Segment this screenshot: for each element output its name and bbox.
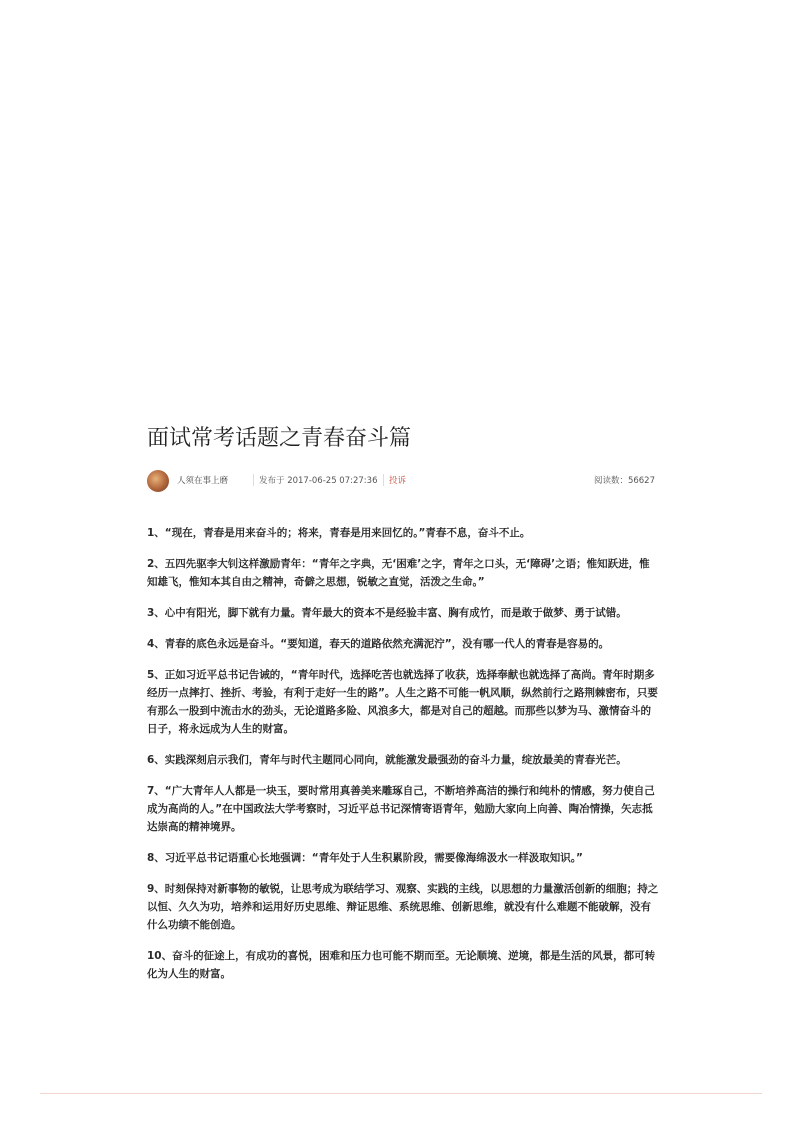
publish-date: 发布于 2017-06-25 07:27:36 xyxy=(259,476,378,486)
paragraph: 9、时刻保持对新事物的敏锐，让思考成为联结学习、观察、实践的主线，以思想的力量激活创新的细胞；持之以恒、久久为功，培养和运用好历史思维、辩证思维、系统思维、创新思维，就没有什么难题不能破解，没有什么功绩不能创造。 xyxy=(147,883,659,931)
author-name[interactable]: 人须在事上磨 xyxy=(177,476,229,486)
meta-divider xyxy=(383,474,384,486)
meta-divider xyxy=(253,474,254,486)
paragraph: 2、五四先驱李大钊这样激励青年：“青年之字典，无‘困难’之字，青年之口头，无‘障碍’之语；惟知跃进，惟知雄飞，惟知本其自由之精神，奇僻之思想，锐敏之直觉，活泼之生命。” xyxy=(147,558,650,588)
paragraph: 7、“广大青年人人都是一块玉，要时常用真善美来雕琢自己，不断培养高洁的操行和纯朴的情感，努力使自己成为高尚的人。”在中国政法大学考察时，习近平总书记深情寄语青年，勉励大家向上向善、陶冶情操，矢志抵达崇高的精神境界。 xyxy=(147,785,655,833)
article-meta xyxy=(147,470,660,496)
footer-divider xyxy=(40,1093,762,1094)
report-link[interactable]: 投诉 xyxy=(389,476,407,486)
read-count: 阅读数：56627 xyxy=(593,476,655,486)
paragraph: 5、正如习近平总书记告诫的，“青年时代，选择吃苦也就选择了收获，选择奉献也就选择了高尚。青年时期多经历一点摔打、挫折、考验，有利于走好一生的路”。人生之路不可能一帆风顺，纵然前行之路荆棘密布，只要有那么一股到中流击水的劲头，无论道路多险、风浪多大，都是对自己的超越。而那些以梦为马、激情奋斗的日子，将永远成为人生的财富。 xyxy=(147,669,658,735)
paragraph: 1、“现在，青春是用来奋斗的；将来，青春是用来回忆的。”青春不息，奋斗不止。 xyxy=(147,527,531,539)
article xyxy=(147,424,660,996)
article-title: 面试常考话题之青春奋斗篇 xyxy=(147,426,412,451)
paragraph: 10、奋斗的征途上，有成功的喜悦，困难和压力也可能不期而至。无论顺境、逆境，都是生活的风景，都可转化为人生的财富。 xyxy=(147,950,656,980)
paragraph: 3、心中有阳光，脚下就有力量。青年最大的资本不是经验丰富、胸有成竹，而是敢于做梦、勇于试错。 xyxy=(147,607,627,619)
avatar[interactable] xyxy=(147,470,169,492)
paragraph: 6、实践深刻启示我们，青年与时代主题同心同向，就能激发最强劲的奋斗力量，绽放最美的青春光芒。 xyxy=(147,754,627,766)
article-body xyxy=(147,524,660,983)
paragraph: 8、习近平总书记语重心长地强调：“青年处于人生积累阶段，需要像海绵汲水一样汲取知识。” xyxy=(147,852,583,864)
paragraph: 4、青春的底色永远是奋斗。“要知道，春天的道路依然充满泥泞”，没有哪一代人的青春是容易的。 xyxy=(147,638,610,650)
